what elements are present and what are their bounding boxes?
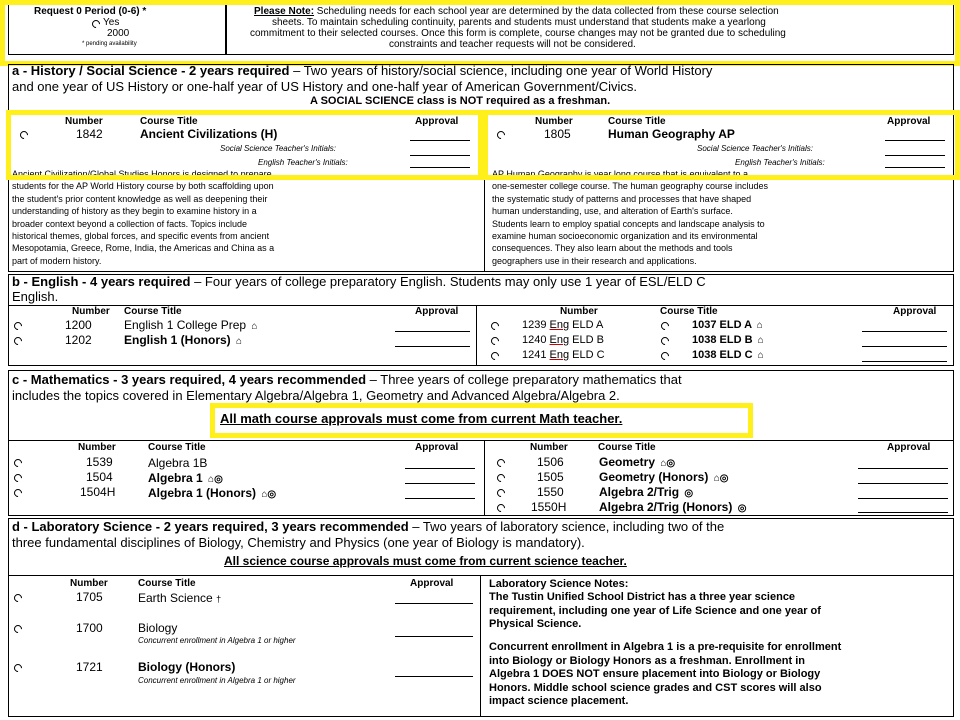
science-col-title: Course Title <box>138 578 196 589</box>
history-1805-init2-line[interactable] <box>885 167 945 168</box>
science-col-number: Number <box>70 578 108 589</box>
science-1721-sub: Concurrent enrollment in Algebra 1 or higher <box>138 676 296 685</box>
science-1705-title <box>138 591 221 605</box>
math-divider <box>484 440 485 516</box>
history-right-col-approval: Approval <box>887 116 931 127</box>
math-heading-rest: – Three years of college preparatory mathematics that <box>366 372 682 387</box>
note-label: Please Note: <box>254 6 315 17</box>
math-1550-approval-line[interactable] <box>858 498 948 499</box>
english-1038c <box>692 349 764 361</box>
desc-line: the systematic study of patterns and processes that have shaped <box>492 193 752 204</box>
desc-line: AP Human Geography is year long course that is equivalent to a <box>492 169 748 179</box>
history-1842-init1: Social Science Teacher's Initials: <box>220 144 336 153</box>
notes-line: Concurrent enrollment in Algebra 1 is a pre-requisite for enrollment <box>489 641 842 653</box>
history-1842-title: Ancient Civilizations (H) <box>140 127 278 141</box>
math-1550h-title-text: Algebra 2/Trig (Honors) <box>599 500 733 514</box>
lock-icon: ⌂ <box>757 335 764 346</box>
desc-line: broader context beyond a collection of facts. Topics include <box>12 218 247 229</box>
english-1239-rest: ELD A <box>569 319 604 331</box>
history-heading-line2: and one year of US History or one-half year of US History and one-half year of American Government/Civics. <box>12 79 638 94</box>
science-notes-p2 <box>489 641 841 709</box>
lock-icon: ⌂ <box>756 320 763 331</box>
math-1550-title-text: Algebra 2/Trig <box>599 485 680 499</box>
note-line3: commitment to their selected courses. Once this form is complete, course changes may not be granted due to scheduling <box>250 28 786 39</box>
english-heading-rest: – Four years of college preparatory English. Students may only use 1 year of ESL/ELD C <box>190 274 706 289</box>
math-1539-approval-line[interactable] <box>405 468 475 469</box>
history-1805-init2: English Teacher's Initials: <box>735 158 825 167</box>
math-heading-bold: c - Mathematics - 3 years required, 4 years recommended <box>12 372 367 387</box>
science-1721-number: 1721 <box>76 660 103 674</box>
history-right-col-title: Course Title <box>608 116 666 127</box>
math-1550h-title <box>599 500 746 514</box>
science-1700-sub: Concurrent enrollment in Algebra 1 or higher <box>138 636 296 645</box>
math-right-col-approval: Approval <box>887 442 931 453</box>
lock-icon: ⌂ <box>236 336 243 347</box>
notes-line: requirement, including one year of Life Science and one year of <box>489 604 821 617</box>
science-notes-title: Laboratory Science Notes: <box>489 578 629 590</box>
history-1842-number: 1842 <box>76 127 103 141</box>
math-1506-number: 1506 <box>537 455 564 469</box>
math-1550h-number: 1550H <box>531 500 567 514</box>
history-1842-init1-line[interactable] <box>410 155 470 156</box>
english-1241 <box>522 349 605 361</box>
history-heading-line3: A SOCIAL SCIENCE class is NOT required as a freshman. <box>310 95 611 107</box>
desc-line: students for the AP World History course by both scaffolding upon <box>12 181 274 192</box>
math-1504-title <box>148 471 223 485</box>
lock-target-icon: ⌂◎ <box>713 473 729 484</box>
english-1202-title-text: English 1 (Honors) <box>124 333 231 347</box>
english-1241-rest: ELD C <box>569 349 605 361</box>
science-heading-rest: – Two years of laboratory science, including two of the <box>408 519 725 534</box>
history-right-col-number: Number <box>535 116 573 127</box>
desc-line: geographers use in their research and applications. <box>492 255 697 266</box>
english-heading-bold: b - English - 4 years required <box>12 274 191 289</box>
english-1202-number: 1202 <box>65 333 92 347</box>
english-left-col-approval: Approval <box>415 306 459 317</box>
math-left-col-number: Number <box>78 442 116 453</box>
math-1539-title: Algebra 1B <box>148 456 208 470</box>
english-right-col-approval: Approval <box>893 306 937 317</box>
math-1506-approval-line[interactable] <box>858 468 948 469</box>
notes-line: Algebra 1 DOES NOT ensure placement into Biology or Biology <box>489 668 821 680</box>
english-1200-number: 1200 <box>65 318 92 332</box>
request-year: 2000 <box>107 28 130 39</box>
english-1202-title <box>124 333 242 347</box>
english-1240 <box>522 334 604 346</box>
history-hr <box>8 110 954 111</box>
request-footnote: * pending availability <box>82 41 137 47</box>
lock-target-icon: ⌂◎ <box>261 489 277 500</box>
english-left-col-number: Number <box>72 306 110 317</box>
science-divider <box>480 575 481 717</box>
history-1805-init1-line[interactable] <box>885 155 945 156</box>
notes-line: Physical Science. <box>489 618 582 630</box>
science-col-approval: Approval <box>410 578 454 589</box>
english-heading <box>12 274 706 289</box>
science-1705-number: 1705 <box>76 590 103 604</box>
math-heading <box>12 372 682 387</box>
math-1504h-number: 1504H <box>80 485 116 499</box>
math-1504h-title <box>148 486 276 500</box>
note-line2: sheets. To maintain scheduling continuity, parents and students must understand that students make a yearlong <box>272 17 766 28</box>
history-1805-title: Human Geography AP <box>608 127 735 141</box>
notes-line: impact science placement. <box>489 695 629 707</box>
math-1539-number: 1539 <box>86 455 113 469</box>
math-heading-line2: includes the topics covered in Elementary Algebra/Algebra 1, Geometry and Advanced Algebra/Algebra 2. <box>12 388 620 403</box>
math-1504-number: 1504 <box>86 470 113 484</box>
english-1038b-title: 1038 ELD B <box>692 334 753 346</box>
science-heading <box>12 519 724 534</box>
desc-line: human understanding, use, and alteration of Earth's surface. <box>492 206 733 217</box>
english-1241-number: 1241 <box>522 349 547 361</box>
notes-line: into Biology or Biology Honors as a freshman. Enrollment in <box>489 654 805 667</box>
note-line1: Scheduling needs for each school year are determined by the data collected from these course selection <box>314 6 779 17</box>
lock-icon: ⌂ <box>251 321 258 332</box>
history-1842-init2: English Teacher's Initials: <box>258 158 348 167</box>
science-1721-title: Biology (Honors) <box>138 660 236 674</box>
english-1038c-title: 1038 ELD C <box>692 349 753 361</box>
desc-line: Students learn to employ spatial concepts and landscape analysis to <box>492 218 765 229</box>
math-1550h-approval-line[interactable] <box>858 512 948 513</box>
science-heading-line2: three fundamental disciplines of Biology, Chemistry and Physics (one year of Biology is mandatory). <box>12 535 585 550</box>
history-1805-init1: Social Science Teacher's Initials: <box>697 144 813 153</box>
history-left-col-number: Number <box>65 116 103 127</box>
math-hr <box>8 440 954 441</box>
english-1240-rest: ELD B <box>569 334 604 346</box>
history-1805-desc <box>492 168 768 267</box>
math-1550-number: 1550 <box>537 485 564 499</box>
history-1805-approval-line[interactable] <box>885 140 945 141</box>
english-1200-title-text: English 1 College Prep <box>124 318 247 332</box>
english-1239-eng: Eng <box>549 319 570 331</box>
request-yes-label: Yes <box>103 17 120 28</box>
desc-line: Mesopotamia, Greece, Rome, India, the Americas and China as a <box>12 243 275 254</box>
english-1239 <box>522 319 603 331</box>
english-right-col-number: Number <box>560 306 598 317</box>
math-1550-title <box>599 485 693 499</box>
english-1241-eng: Eng <box>549 349 570 361</box>
history-1842-desc <box>12 168 274 267</box>
history-heading <box>12 63 712 78</box>
note-line4: constraints and teacher requests will not be considered. <box>389 39 636 50</box>
history-1842-init2-line[interactable] <box>410 167 470 168</box>
request-title: Request 0 Period (0-6) * <box>34 6 147 17</box>
math-left-col-approval: Approval <box>415 442 459 453</box>
science-1700-title: Biology <box>138 621 178 635</box>
science-notes-p1 <box>489 591 821 632</box>
math-1506-title <box>599 455 675 469</box>
english-divider <box>476 305 477 366</box>
english-1202-approval-line[interactable] <box>395 346 470 347</box>
math-left-col-title: Course Title <box>148 442 206 453</box>
history-1842-approval-line[interactable] <box>410 140 470 141</box>
english-1200-approval-line[interactable] <box>395 331 470 332</box>
note-text <box>254 6 944 17</box>
math-1504h-title-text: Algebra 1 (Honors) <box>148 486 257 500</box>
desc-line: Ancient Civilization/Global Studies Honors is designed to prepare <box>12 169 272 179</box>
science-1705-approval-line[interactable] <box>395 603 473 604</box>
english-eld-approval-line-2[interactable] <box>862 346 947 347</box>
target-icon: ◎ <box>684 488 694 499</box>
history-heading-bold: a - History / Social Science - 2 years required <box>12 63 290 78</box>
math-1505-title-text: Geometry (Honors) <box>599 470 709 484</box>
math-1505-number: 1505 <box>537 470 564 484</box>
english-heading-line2: English. <box>12 289 59 304</box>
science-1721-approval-line[interactable] <box>395 676 473 677</box>
english-1037 <box>692 319 763 331</box>
math-1506-title-text: Geometry <box>599 455 656 469</box>
english-eld-approval-line-3[interactable] <box>862 361 947 362</box>
english-1037-title: 1037 ELD A <box>692 319 752 331</box>
math-1504-approval-line[interactable] <box>405 483 475 484</box>
desc-line: part of modern history. <box>12 255 102 266</box>
math-right-col-number: Number <box>530 442 568 453</box>
desc-line: historical themes, global forces, and specific events from ancient <box>12 231 270 242</box>
math-1505-title <box>599 470 728 484</box>
math-right-col-title: Course Title <box>598 442 656 453</box>
desc-line: one-semester college course. The human geography course includes <box>492 181 768 192</box>
desc-line: examine human socioeconomic organization and its environmental <box>492 231 758 242</box>
science-hr <box>8 575 954 576</box>
lock-target-icon: ⌂◎ <box>208 474 223 485</box>
dagger-icon: † <box>216 594 222 604</box>
english-left-col-title: Course Title <box>124 306 182 317</box>
notes-line: Honors. Middle school science grades and CST scores will also <box>489 681 822 694</box>
science-1700-number: 1700 <box>76 621 103 635</box>
english-right-col-title: Course Title <box>660 306 718 317</box>
english-1038b <box>692 334 764 346</box>
desc-line: understanding of history as they begin to examine history in a <box>12 206 257 217</box>
english-1240-eng: Eng <box>549 334 570 346</box>
science-1705-title-text: Earth Science <box>138 591 213 605</box>
math-1504h-approval-line[interactable] <box>405 498 475 499</box>
english-1239-number: 1239 <box>522 319 547 331</box>
math-1505-approval-line[interactable] <box>858 483 948 484</box>
lock-icon: ⌂ <box>757 350 764 361</box>
english-eld-approval-line-1[interactable] <box>862 331 947 332</box>
history-heading-rest: – Two years of history/social science, including one year of World History <box>289 63 713 78</box>
desc-line: consequences. They also learn about the methods and tools <box>492 243 733 254</box>
desc-line: the student's prior content knowledge as well as deepening their <box>12 193 268 204</box>
english-1200-title <box>124 318 257 332</box>
history-left-divider <box>484 110 485 272</box>
science-heading-bold: d - Laboratory Science - 2 years required, 3 years recommended <box>12 519 409 534</box>
english-1240-number: 1240 <box>522 334 547 346</box>
history-1805-number: 1805 <box>544 127 571 141</box>
math-1504-title-text: Algebra 1 <box>148 471 203 485</box>
history-left-col-approval: Approval <box>415 116 459 127</box>
target-icon: ◎ <box>737 503 747 514</box>
math-note: All math course approvals must come from current Math teacher. <box>220 411 623 426</box>
history-left-col-title: Course Title <box>140 116 198 127</box>
science-1700-approval-line[interactable] <box>395 636 473 637</box>
science-note: All science course approvals must come from current science teacher. <box>224 554 627 568</box>
notes-line: The Tustin Unified School District has a three year science <box>489 591 796 603</box>
lock-target-icon: ⌂◎ <box>660 458 676 469</box>
